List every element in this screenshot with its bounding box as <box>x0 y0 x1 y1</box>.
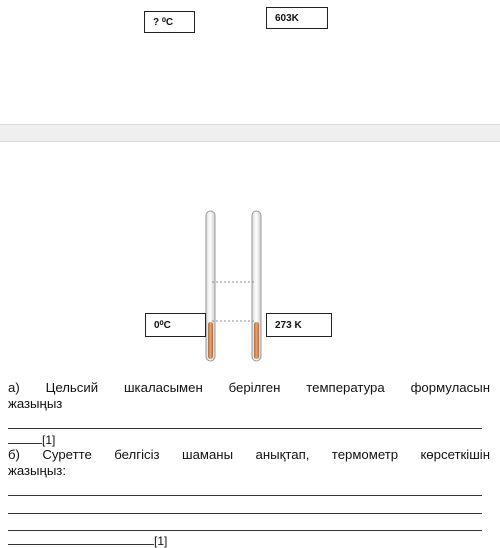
answer-a-mark: [1] <box>42 433 56 447</box>
answer-a-mark-row <box>8 432 55 447</box>
answer-b-blank <box>8 533 154 545</box>
kelvin-273-label: 273 K <box>275 319 302 331</box>
kelvin-273-box <box>266 313 332 337</box>
zero-celsius-box <box>145 313 206 337</box>
kelvin-thermometer <box>252 211 261 361</box>
answer-a-blank <box>8 432 42 444</box>
answer-line-b2 <box>8 513 482 514</box>
kelvin-thermometer-liquid <box>254 322 259 359</box>
top-kelvin-label: 603K <box>275 12 299 24</box>
celsius-thermometer <box>206 211 215 361</box>
question-a-line1: а) Цельсий шкаласымен берілген температура формуласын <box>8 380 490 395</box>
unknown-celsius-label: ? ⁰C <box>153 16 174 28</box>
answer-b-mark: [1] <box>154 534 168 548</box>
question-a-line2: жазыңыз <box>8 396 63 411</box>
question-b-line1: б) Суретте белгісіз шаманы анықтап, термометр көрсеткішін <box>8 447 490 462</box>
answer-line-b3 <box>8 530 482 531</box>
celsius-thermometer-liquid <box>208 322 213 359</box>
answer-line-a <box>8 428 482 429</box>
question-b-line2: жазыңыз: <box>8 463 67 478</box>
answer-line-b1 <box>8 495 482 496</box>
zero-celsius-label: 0⁰C <box>154 319 171 331</box>
answer-b-mark-row <box>8 533 167 548</box>
